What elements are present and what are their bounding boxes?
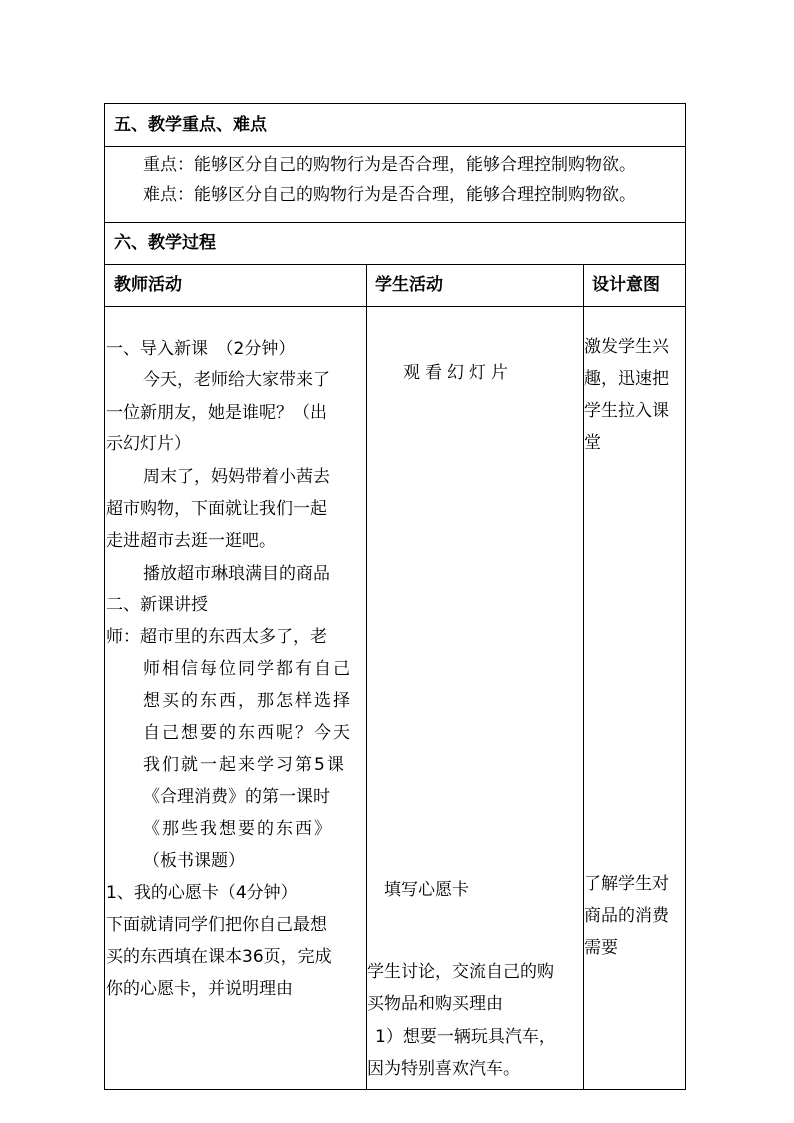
header-teacher-activity: 教师活动 <box>114 275 182 295</box>
teacher-line: 想买的东西，那怎样选择 <box>143 691 352 711</box>
design-line: 激发学生兴 <box>584 337 669 357</box>
teacher-line: 超市购物，下面就让我们一起 <box>106 499 327 519</box>
teacher-line: 下面就请同学们把你自己最想 <box>106 915 327 935</box>
teacher-line: 二、新课讲授 <box>106 595 208 615</box>
teacher-line: 师相信每位同学都有自己 <box>143 659 352 679</box>
teacher-line: 一、导入新课 （2分钟） <box>106 339 296 359</box>
design-line: 趣，迅速把 <box>584 369 669 389</box>
key-point: 重点：能够区分自己的购物行为是否合理，能够合理控制购物欲。 <box>143 155 636 175</box>
teacher-line: 周末了，妈妈带着小茜去 <box>143 467 330 487</box>
student-line: 填写心愿卡 <box>384 880 469 900</box>
header-design-intent: 设计意图 <box>592 275 660 295</box>
teacher-line: 走进超市去逛一逛吧。 <box>106 531 276 551</box>
difficult-point: 难点：能够区分自己的购物行为是否合理，能够合理控制购物欲。 <box>143 185 636 205</box>
teacher-line: 你的心愿卡，并说明理由 <box>106 979 293 999</box>
teacher-line: 一位新朋友，她是谁呢？（出 <box>106 403 327 423</box>
student-line: 观看幻灯片 <box>403 363 513 383</box>
design-line: 了解学生对 <box>584 874 669 894</box>
teacher-line: 《那些我想要的东西》 <box>143 819 333 839</box>
teacher-line: 1、我的心愿卡（4分钟） <box>106 883 298 903</box>
student-line: 因为特别喜欢汽车。 <box>367 1059 520 1079</box>
row-divider <box>105 306 685 307</box>
row-divider <box>105 264 685 265</box>
student-line: 学生讨论，交流自己的购 <box>367 962 554 982</box>
row-divider <box>105 146 685 147</box>
teacher-line: 我们就一起来学习第5课 <box>143 755 346 775</box>
design-line: 学生拉入课 <box>584 401 669 421</box>
design-line: 堂 <box>584 433 601 453</box>
teacher-line: 《合理消费》的第一课时 <box>143 787 330 807</box>
section-5-title: 五、教学重点、难点 <box>114 115 267 135</box>
lesson-plan-table <box>104 103 686 1090</box>
teacher-line: 示幻灯片） <box>106 434 191 454</box>
row-divider <box>105 222 685 223</box>
teacher-line: 今天，老师给大家带来了 <box>143 370 330 390</box>
teacher-line: 自己想要的东西呢？今天 <box>143 723 352 743</box>
student-line: 买物品和购买理由 <box>367 994 503 1014</box>
header-student-activity: 学生活动 <box>375 275 443 295</box>
section-6-title: 六、教学过程 <box>114 233 216 253</box>
teacher-line: 买的东西填在课本36页，完成 <box>106 947 332 967</box>
teacher-line: （板书课题） <box>143 851 245 871</box>
design-line: 商品的消费 <box>584 906 669 926</box>
design-line: 需要 <box>584 938 618 958</box>
student-line: 1）想要一辆玩具汽车， <box>375 1027 556 1047</box>
teacher-line: 播放超市琳琅满目的商品 <box>143 564 330 584</box>
teacher-line: 师：超市里的东西太多了，老 <box>106 627 327 647</box>
